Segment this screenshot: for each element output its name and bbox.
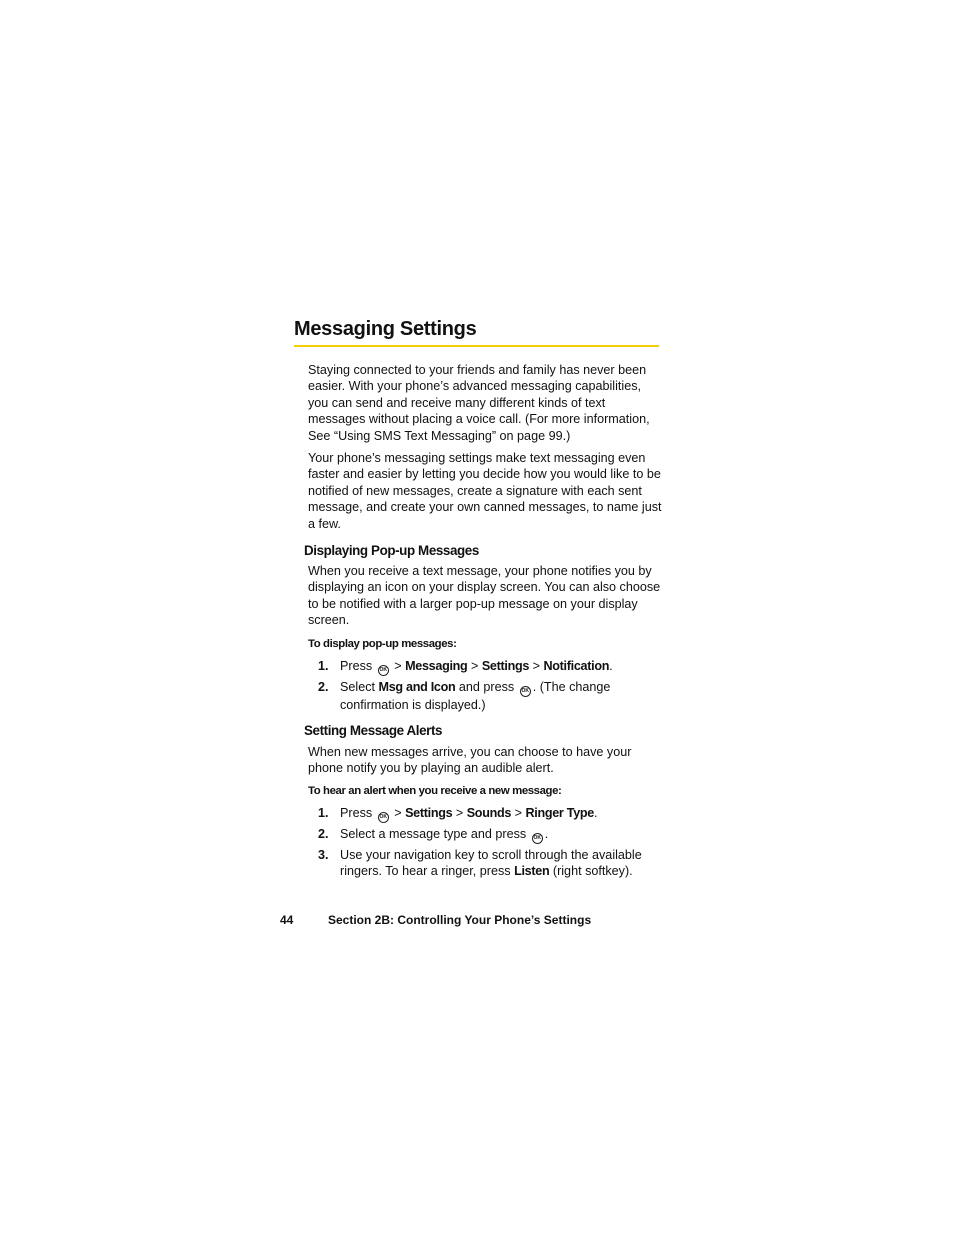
- popup-step-2: [318, 679, 663, 713]
- step-text: Select a message type and press: [340, 827, 527, 841]
- alerts-step-2: [318, 826, 663, 844]
- alerts-procedure-label: To hear an alert when you receive a new message:: [308, 785, 562, 797]
- ok-button-icon: OK: [378, 812, 389, 823]
- menu-separator: >: [394, 806, 402, 820]
- step-text: Press: [340, 659, 373, 673]
- menu-separator: >: [470, 659, 479, 673]
- page-number: 44: [280, 913, 294, 927]
- step-number: 3.: [318, 848, 329, 862]
- ok-button-icon: OK: [378, 665, 389, 676]
- menu-separator: >: [532, 659, 540, 673]
- popup-procedure-label: To display pop-up messages:: [308, 638, 457, 650]
- step-end: .: [609, 659, 613, 673]
- step-text: and press: [458, 680, 515, 694]
- menu-separator: >: [455, 806, 464, 820]
- menu-settings: Settings: [481, 659, 530, 673]
- option-msg-and-icon: Msg and Icon: [378, 680, 456, 694]
- alerts-step-1: [318, 805, 663, 823]
- menu-ringer-type: Ringer Type: [525, 806, 594, 820]
- ok-button-icon: OK: [520, 686, 531, 697]
- ok-button-icon: OK: [532, 833, 543, 844]
- step-number: 1.: [318, 659, 329, 673]
- step-end: .: [594, 806, 598, 820]
- alerts-body: When new messages arrive, you can choose to have your phone notify you by playing an audible alert.: [308, 745, 632, 776]
- intro-paragraph-1: Staying connected to your friends and family has never been easier. With your phone’s advanced messaging capabilities, you can send and receive many different kinds of text messages without placing a voice call. (For more information, See “Using SMS Text Messaging” on page 99.): [308, 363, 650, 443]
- popup-heading: Displaying Pop-up Messages: [304, 543, 479, 558]
- menu-messaging: Messaging: [405, 659, 468, 673]
- step-number: 1.: [318, 806, 329, 820]
- menu-separator: >: [514, 806, 522, 820]
- page-title: Messaging Settings: [294, 318, 477, 340]
- step-text: (right softkey).: [552, 864, 633, 879]
- alerts-heading: Setting Message Alerts: [304, 723, 443, 738]
- popup-body: When you receive a text message, your phone notifies you by displaying an icon on your display screen. You can also choose to be notified with a larger pop-up message on your display screen.: [308, 564, 661, 628]
- intro-paragraph-2: Your phone’s messaging settings make text messaging even faster and easier by letting you decide how you would like to be notified of new messages, create a signature with each sent message, and create your own canned messages, to name just a few.: [308, 451, 662, 531]
- step-text: Use your navigation key to scroll through the available ringers. To hear a ringer, press: [340, 848, 642, 879]
- step-text: . (The change confirmation is displayed.): [340, 680, 611, 712]
- step-end: .: [544, 827, 549, 841]
- section-footer: Section 2B: Controlling Your Phone’s Settings: [328, 913, 592, 927]
- alerts-step-3: [318, 847, 663, 880]
- menu-notification: Notification: [543, 659, 610, 673]
- step-number: 2.: [318, 680, 329, 694]
- menu-sounds: Sounds: [466, 806, 512, 820]
- softkey-listen: Listen: [514, 864, 550, 879]
- popup-step-1: [318, 658, 663, 676]
- menu-separator: >: [394, 659, 402, 673]
- menu-settings: Settings: [405, 806, 453, 820]
- step-number: 2.: [318, 827, 329, 841]
- title-underline-rule: [294, 345, 659, 347]
- step-text: Press: [340, 806, 373, 820]
- step-text: Select: [340, 680, 376, 694]
